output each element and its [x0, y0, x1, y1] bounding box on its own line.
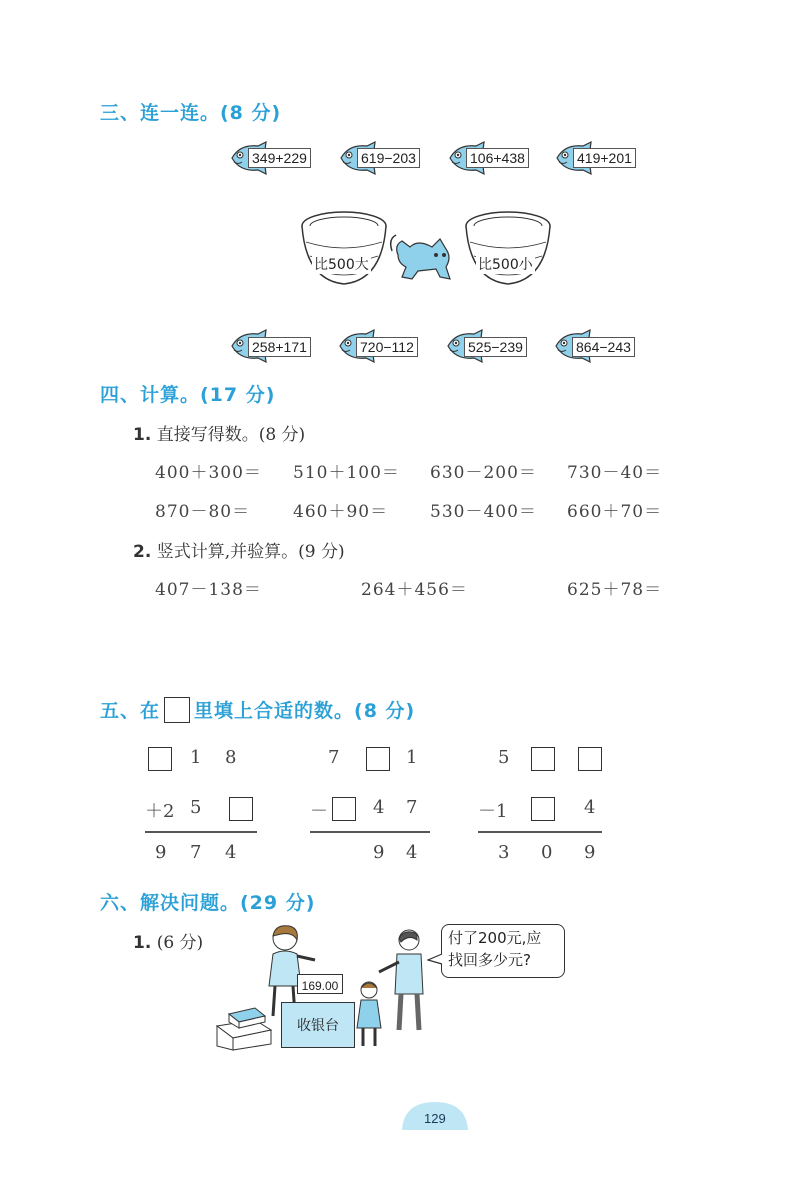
counter-label: 收银台	[297, 1018, 339, 1034]
answer-box[interactable]	[578, 747, 602, 771]
basket-icon	[298, 208, 390, 290]
answer-box[interactable]	[531, 797, 555, 821]
digit: 1	[406, 747, 418, 768]
digit: 8	[225, 747, 237, 768]
calc-item: 870－80＝	[155, 502, 251, 522]
page-number-tab	[402, 1100, 468, 1130]
section-5-title	[100, 696, 415, 723]
basket-label: 比500小	[476, 254, 535, 274]
father-icon	[375, 928, 435, 1038]
price-value: 169.00	[301, 979, 339, 993]
question-text: (6 分)	[156, 933, 204, 953]
cat-icon	[388, 225, 460, 283]
digit: 4	[225, 842, 237, 863]
question-text: 竖式计算,并验算。(9 分)	[156, 542, 345, 562]
digit: 5	[498, 747, 510, 768]
operator: －1	[478, 801, 508, 822]
calc-item: 264＋456＝	[361, 580, 468, 600]
operator: －	[310, 801, 328, 822]
digit: 3	[498, 842, 510, 863]
puzzle-2	[310, 745, 435, 870]
digit: 4	[584, 797, 596, 818]
fish-label: 349+229	[248, 148, 311, 168]
calc-item: 400＋300＝	[155, 463, 262, 483]
answer-box[interactable]	[229, 797, 253, 821]
title-prefix: 五、在	[100, 700, 161, 722]
digit: 9	[373, 842, 385, 863]
question-text: 直接写得数。(8 分)	[156, 425, 306, 445]
question-6-1	[133, 928, 203, 953]
fish-label: 258+171	[248, 337, 311, 357]
calc-item: 660＋70＝	[567, 502, 663, 522]
answer-box[interactable]	[531, 747, 555, 771]
speech-bubble	[441, 924, 565, 978]
question-number: 1.	[133, 933, 152, 953]
question-4-2	[133, 537, 345, 562]
answer-box[interactable]	[148, 747, 172, 771]
speech-line: 找回多少元?	[448, 951, 531, 969]
calc-item: 730－40＝	[567, 463, 663, 483]
title-suffix: 里填上合适的数。(8 分)	[194, 700, 416, 722]
box-symbol	[164, 697, 190, 723]
calc-item: 460＋90＝	[293, 502, 389, 522]
question-number: 1.	[133, 425, 152, 445]
answer-box[interactable]	[332, 797, 356, 821]
calc-item: 630－200＝	[430, 463, 537, 483]
fish-label: 619−203	[357, 148, 420, 168]
shop-illustration	[215, 922, 635, 1057]
question-number: 2.	[133, 542, 152, 562]
answer-box[interactable]	[366, 747, 390, 771]
calc-item: 625＋78＝	[567, 580, 663, 600]
fish-label: 106+438	[466, 148, 529, 168]
digit: 1	[190, 747, 202, 768]
question-4-1	[133, 420, 305, 445]
puzzle-1	[145, 745, 265, 870]
calc-item: 407－138＝	[155, 580, 262, 600]
fish-label: 525−239	[464, 337, 527, 357]
cash-counter	[281, 1002, 355, 1048]
digit: 4	[406, 842, 418, 863]
section-6-title: 六、解决问题。(29 分)	[100, 892, 316, 914]
digit: 0	[541, 842, 553, 863]
basket-right	[462, 208, 554, 290]
sum-line	[310, 831, 430, 833]
digit: 7	[190, 842, 202, 863]
fish-label: 720−112	[356, 337, 418, 357]
calc-item: 530－400＝	[430, 502, 537, 522]
digit: 7	[328, 747, 340, 768]
section-3-title: 三、连一连。(8 分)	[100, 102, 282, 124]
bubble-tail-icon	[427, 952, 445, 966]
operator: ＋2	[145, 801, 175, 822]
fish-label: 419+201	[573, 148, 636, 168]
basket-icon	[462, 208, 554, 290]
sum-line	[145, 831, 257, 833]
calc-item: 510＋100＝	[293, 463, 400, 483]
digit: 9	[584, 842, 596, 863]
basket-label: 比500大	[312, 254, 371, 274]
digit: 9	[155, 842, 167, 863]
puzzle-3	[478, 745, 608, 870]
fish-label: 864−243	[572, 337, 635, 357]
sum-line	[478, 831, 602, 833]
digit: 4	[373, 797, 385, 818]
section-4-title: 四、计算。(17 分)	[100, 384, 276, 406]
basket-left	[298, 208, 390, 290]
speech-line: 付了200元,应	[448, 929, 542, 947]
digit: 5	[190, 797, 202, 818]
digit: 7	[406, 797, 418, 818]
price-display	[297, 974, 343, 994]
page-number: 129	[424, 1111, 446, 1126]
